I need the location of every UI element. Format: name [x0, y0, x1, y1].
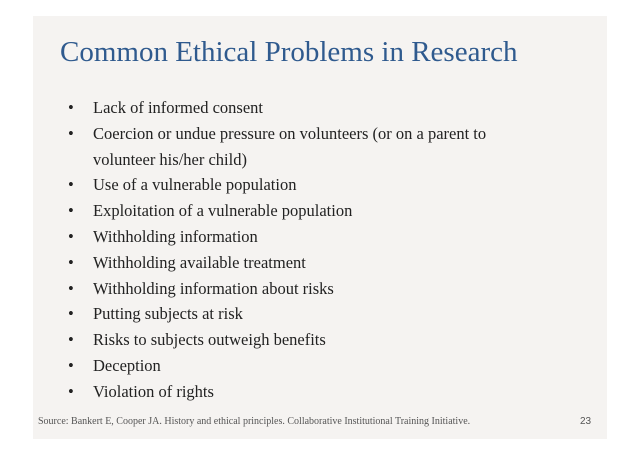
list-item — [68, 224, 548, 250]
bullet-icon: • — [68, 355, 74, 375]
list-item-text: Withholding information about risks — [93, 278, 334, 298]
list-item — [68, 379, 548, 405]
bullet-icon: • — [68, 330, 74, 350]
bullet-icon: • — [68, 98, 74, 117]
source-citation: Source: Bankert E, Cooper JA. History and ethical principles. Collaborative Institutional Training Initiative. — [38, 416, 471, 427]
slide-title: Common Ethical Problems in Research — [60, 36, 518, 68]
list-item-text: Withholding available treatment — [93, 252, 306, 272]
list-item — [68, 172, 548, 198]
list-item-text: Withholding information — [93, 226, 258, 246]
list-item-text: Putting subjects at risk — [93, 304, 243, 324]
list-item-text: Coercion or undue pressure on volunteers (or on a parent to volunteer his/her child) — [93, 123, 487, 169]
list-item-text: Exploitation of a vulnerable population — [93, 201, 353, 221]
bullet-icon: • — [68, 226, 74, 246]
list-item — [68, 353, 548, 379]
list-item — [68, 250, 548, 276]
bullet-icon: • — [68, 381, 74, 401]
bullet-icon: • — [68, 278, 74, 298]
list-item-text: Violation of rights — [93, 381, 214, 401]
list-item — [68, 327, 548, 353]
list-item — [68, 198, 548, 224]
bullet-icon: • — [68, 201, 74, 221]
list-item-text: Use of a vulnerable population — [93, 175, 297, 195]
list-item — [68, 276, 548, 302]
bullet-icon: • — [68, 123, 74, 143]
list-item — [68, 95, 548, 121]
list-item — [68, 301, 548, 327]
bullet-icon: • — [68, 252, 74, 272]
bullet-icon: • — [68, 175, 74, 195]
list-item-text: Risks to subjects outweigh benefits — [93, 330, 326, 350]
bullet-icon: • — [68, 304, 74, 324]
page-number: 23 — [580, 416, 592, 427]
list-item-text: Lack of informed consent — [93, 98, 263, 117]
bullet-list — [68, 95, 548, 405]
list-item — [68, 121, 548, 173]
list-item-text: Deception — [93, 355, 161, 375]
